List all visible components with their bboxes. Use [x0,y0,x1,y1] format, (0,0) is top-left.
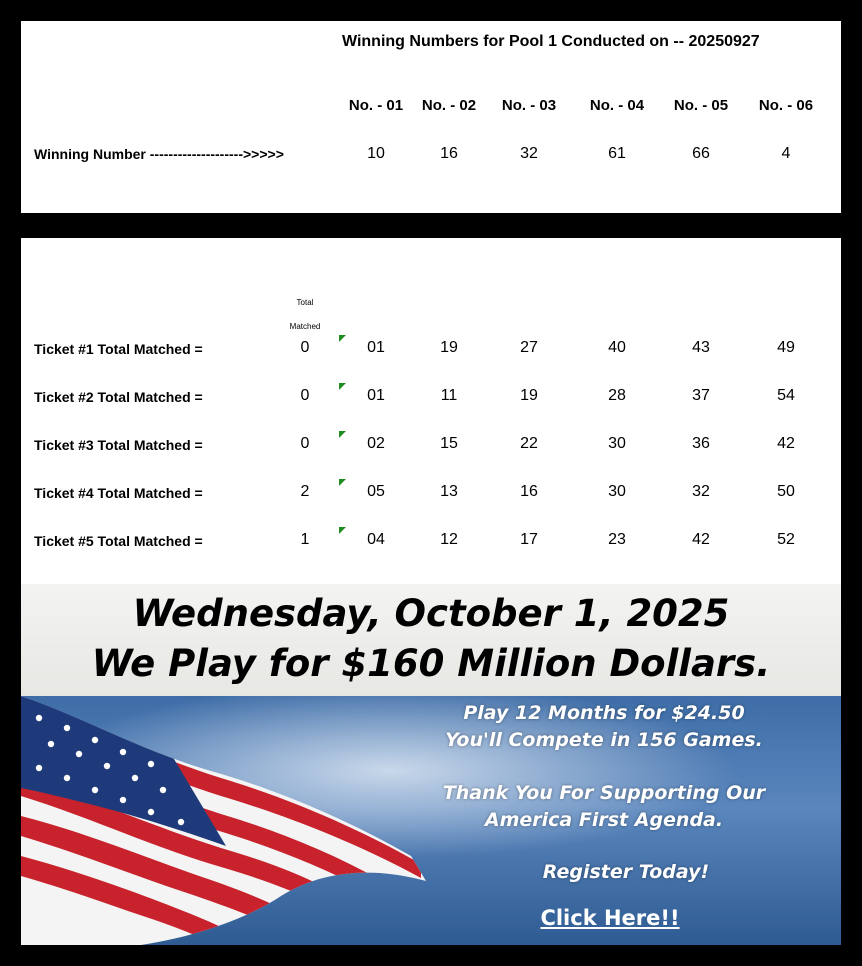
cell-comment-marker-icon [339,335,346,342]
winning-number-label: Winning Number -------------------->>>>> [34,146,284,162]
ticket-number: 15 [440,435,458,452]
ticket-number: 49 [777,339,795,356]
column-header-04: No. - 04 [589,97,645,114]
ticket-matched-count: 2 [300,483,310,500]
ticket-number: 19 [440,339,458,356]
tickets-panel [21,238,841,584]
column-header-05: No. - 05 [673,97,729,114]
ticket-matched-count: 1 [300,531,310,548]
ticket-number: 17 [520,531,538,548]
winning-number-1: 10 [367,145,385,162]
ticket-row [21,338,841,368]
pool-title: Winning Numbers for Pool 1 Conducted on -- 20250927 [342,33,760,50]
ticket-number: 22 [520,435,538,452]
winning-number-2: 16 [440,145,458,162]
ticket-number: 43 [692,339,710,356]
ticket-row [21,530,841,560]
winning-number-6: 4 [781,145,791,162]
ticket-number: 13 [440,483,458,500]
ticket-number: 32 [692,483,710,500]
thanks-line-2: America First Agenda. [484,809,724,831]
ticket-number: 52 [777,531,795,548]
ticket-label: Ticket #1 Total Matched = [34,341,203,357]
offer-line-1: Play 12 Months for $24.50 [463,702,745,724]
winning-number-3: 32 [520,145,538,162]
ticket-number: 01 [367,339,385,356]
ticket-number: 19 [520,387,538,404]
ticket-label: Ticket #2 Total Matched = [34,389,203,405]
total-matched-header-top: Total [296,298,314,307]
cell-comment-marker-icon [339,527,346,534]
ticket-row [21,386,841,416]
thanks-line-1: Thank You For Supporting Our [442,782,766,804]
column-header-06: No. - 06 [758,97,814,114]
us-flag-icon [21,696,431,945]
ticket-row [21,434,841,464]
ticket-number: 05 [367,483,385,500]
ticket-number: 50 [777,483,795,500]
column-header-03: No. - 03 [501,97,557,114]
ticket-label: Ticket #5 Total Matched = [34,533,203,549]
ticket-number: 42 [777,435,795,452]
ticket-number: 01 [367,387,385,404]
ticket-number: 16 [520,483,538,500]
click-here-link[interactable]: Click Here!! [540,906,680,930]
ticket-number: 28 [608,387,626,404]
total-matched-header-bottom: Matched [289,322,321,331]
prize-headline: We Play for $160 Million Dollars. [91,642,771,685]
promo-banner [21,584,841,945]
ticket-label: Ticket #4 Total Matched = [34,485,203,501]
ticket-number: 42 [692,531,710,548]
ticket-number: 04 [367,531,385,548]
cell-comment-marker-icon [339,383,346,390]
ticket-number: 12 [440,531,458,548]
offer-line-2: You'll Compete in 156 Games. [445,729,763,751]
draw-date-headline: Wednesday, October 1, 2025 [132,592,730,635]
ticket-number: 30 [608,435,626,452]
ticket-label: Ticket #3 Total Matched = [34,437,203,453]
cell-comment-marker-icon [339,431,346,438]
ticket-number: 27 [520,339,538,356]
winning-number-4: 61 [608,145,626,162]
ticket-number: 37 [692,387,710,404]
ticket-row [21,482,841,512]
ticket-number: 40 [608,339,626,356]
ticket-matched-count: 0 [300,387,310,404]
ticket-number: 11 [440,387,458,404]
winning-numbers-panel [21,21,841,213]
promo-headline-area [21,584,841,696]
cell-comment-marker-icon [339,479,346,486]
ticket-number: 54 [777,387,795,404]
column-header-02: No. - 02 [421,97,477,114]
ticket-number: 36 [692,435,710,452]
winning-number-5: 66 [692,145,710,162]
ticket-number: 02 [367,435,385,452]
ticket-matched-count: 0 [300,435,310,452]
ticket-number: 23 [608,531,626,548]
register-today-text: Register Today! [542,861,710,883]
ticket-matched-count: 0 [300,339,310,356]
ticket-number: 30 [608,483,626,500]
column-header-01: No. - 01 [348,97,404,114]
promo-sky-background [21,696,841,945]
